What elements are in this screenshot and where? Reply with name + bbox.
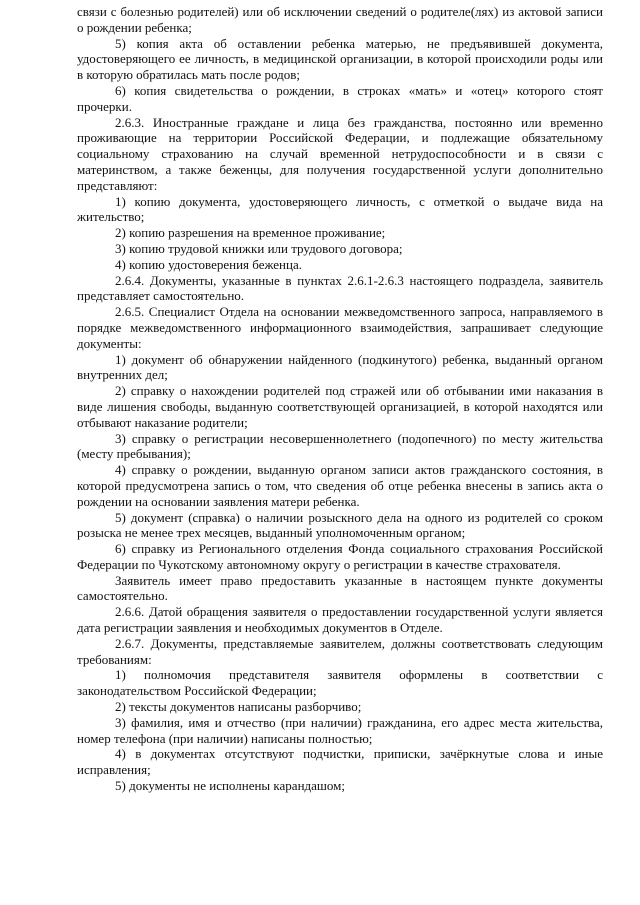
requirement-2-legible-text: 2) тексты документов написаны разборчиво; (115, 699, 362, 715)
list-item-4-refugee-certificate: 4) копию удостоверения беженца. (115, 256, 302, 272)
list-item-6-social-insurance-certificate: 6) справку из Регионального отделения Фонда социального страхования Российской Федерации по Чукотскому автономному округу о регистрации в качестве страхователя. (77, 541, 603, 572)
list-item-5-act-copy: 5) копия акта об оставлении ребенка матерью, не предъявившей документа, удостоверяющего ее личность, в медицинской организации, в которой происходили роды или в которую обратилась мать после родов; (77, 35, 603, 83)
list-item-2-custody-certificate: 2) справку о нахождении родителей под стражей или об отбывании ими наказания в виде лишения свободы, выданную соответствующей организацией, в которой находятся или отбывают наказание родители; (77, 383, 603, 430)
section-2-6-6: 2.6.6. Датой обращения заявителя о предоставлении государственной услуги является дата регистрации заявления и необходимых документов в Отделе. (77, 604, 603, 636)
list-item-3-work-book: 3) копию трудовой книжки или трудового договора; (115, 240, 403, 256)
section-2-6-7: 2.6.7. Документы, представляемые заявителем, должны соответствовать следующим требованиям: (77, 635, 603, 667)
list-item-5-search-case-document: 5) документ (справка) о наличии розыскного дела на одного из родителей со сроком розыска не менее трех месяцев, выданный уполномоченным органом; (77, 509, 603, 541)
section-2-6-3: 2.6.3. Иностранные граждане и лица без гражданства, постоянно или временно проживающие на территории Российской Федерации, и подлежащие обязательному социальному страхованию на случай временной нетрудоспособности и в связи с материнством, а также беженцы, для получения государственной услуги дополнительно представляют: (77, 114, 603, 193)
requirement-5-no-pencil: 5) документы не исполнены карандашом; (115, 778, 346, 794)
requirement-4-no-corrections: 4) в документах отсутствуют подчистки, приписки, зачёркнутые слова и иные исправления; (77, 746, 603, 778)
list-item-1-found-child-document: 1) документ об обнаружении найденного (подкинутого) ребенка, выданный органом внутренних дел; (77, 351, 603, 383)
list-item-4-birth-record-certificate: 4) справку о рождении, выданную органом записи актов гражданского состояния, в которой предусмотрена запись о том, что сведения об отце ребенка внесены в запись акта о рождении на основании заявления матери ребенка. (77, 462, 603, 509)
section-2-6-5: 2.6.5. Специалист Отдела на основании межведомственного запроса, направляемого в порядке межведомственного информационного взаимодействия, запрашивает следующие документы: (77, 304, 603, 351)
requirement-3-full-name-address: 3) фамилия, имя и отчество (при наличии) гражданина, его адрес места жительства, номер телефона (при наличии) написаны полностью; (77, 714, 603, 746)
requirement-1-representative-powers: 1) полномочия представителя заявителя оформлены в соответствии с законодательством Российской Федерации; (77, 667, 603, 699)
list-item-3-registration-certificate: 3) справку о регистрации несовершеннолетнего (подопечного) по месту жительства (месту пребывания); (77, 430, 603, 462)
list-item-1-identity-document: 1) копию документа, удостоверяющего личность, с отметкой о выдаче вида на жительство; (77, 193, 603, 225)
section-2-6-4: 2.6.4. Документы, указанные в пунктах 2.6.1-2.6.3 настоящего подраздела, заявитель представляет самостоятельно. (77, 272, 603, 304)
list-item-2-temporary-residence: 2) копию разрешения на временное проживание; (115, 225, 386, 241)
list-item-6-birth-certificate: 6) копия свидетельства о рождении, в строках «мать» и «отец» которого стоят прочерки. (77, 82, 603, 114)
applicant-right-paragraph: Заявитель имеет право предоставить указанные в настоящем пункте документы самостоятельно. (77, 572, 603, 604)
paragraph-continuation: связи с болезнью родителей) или об исключении сведений о родителе(лях) из актовой записи о рождении ребенка; (77, 4, 603, 35)
